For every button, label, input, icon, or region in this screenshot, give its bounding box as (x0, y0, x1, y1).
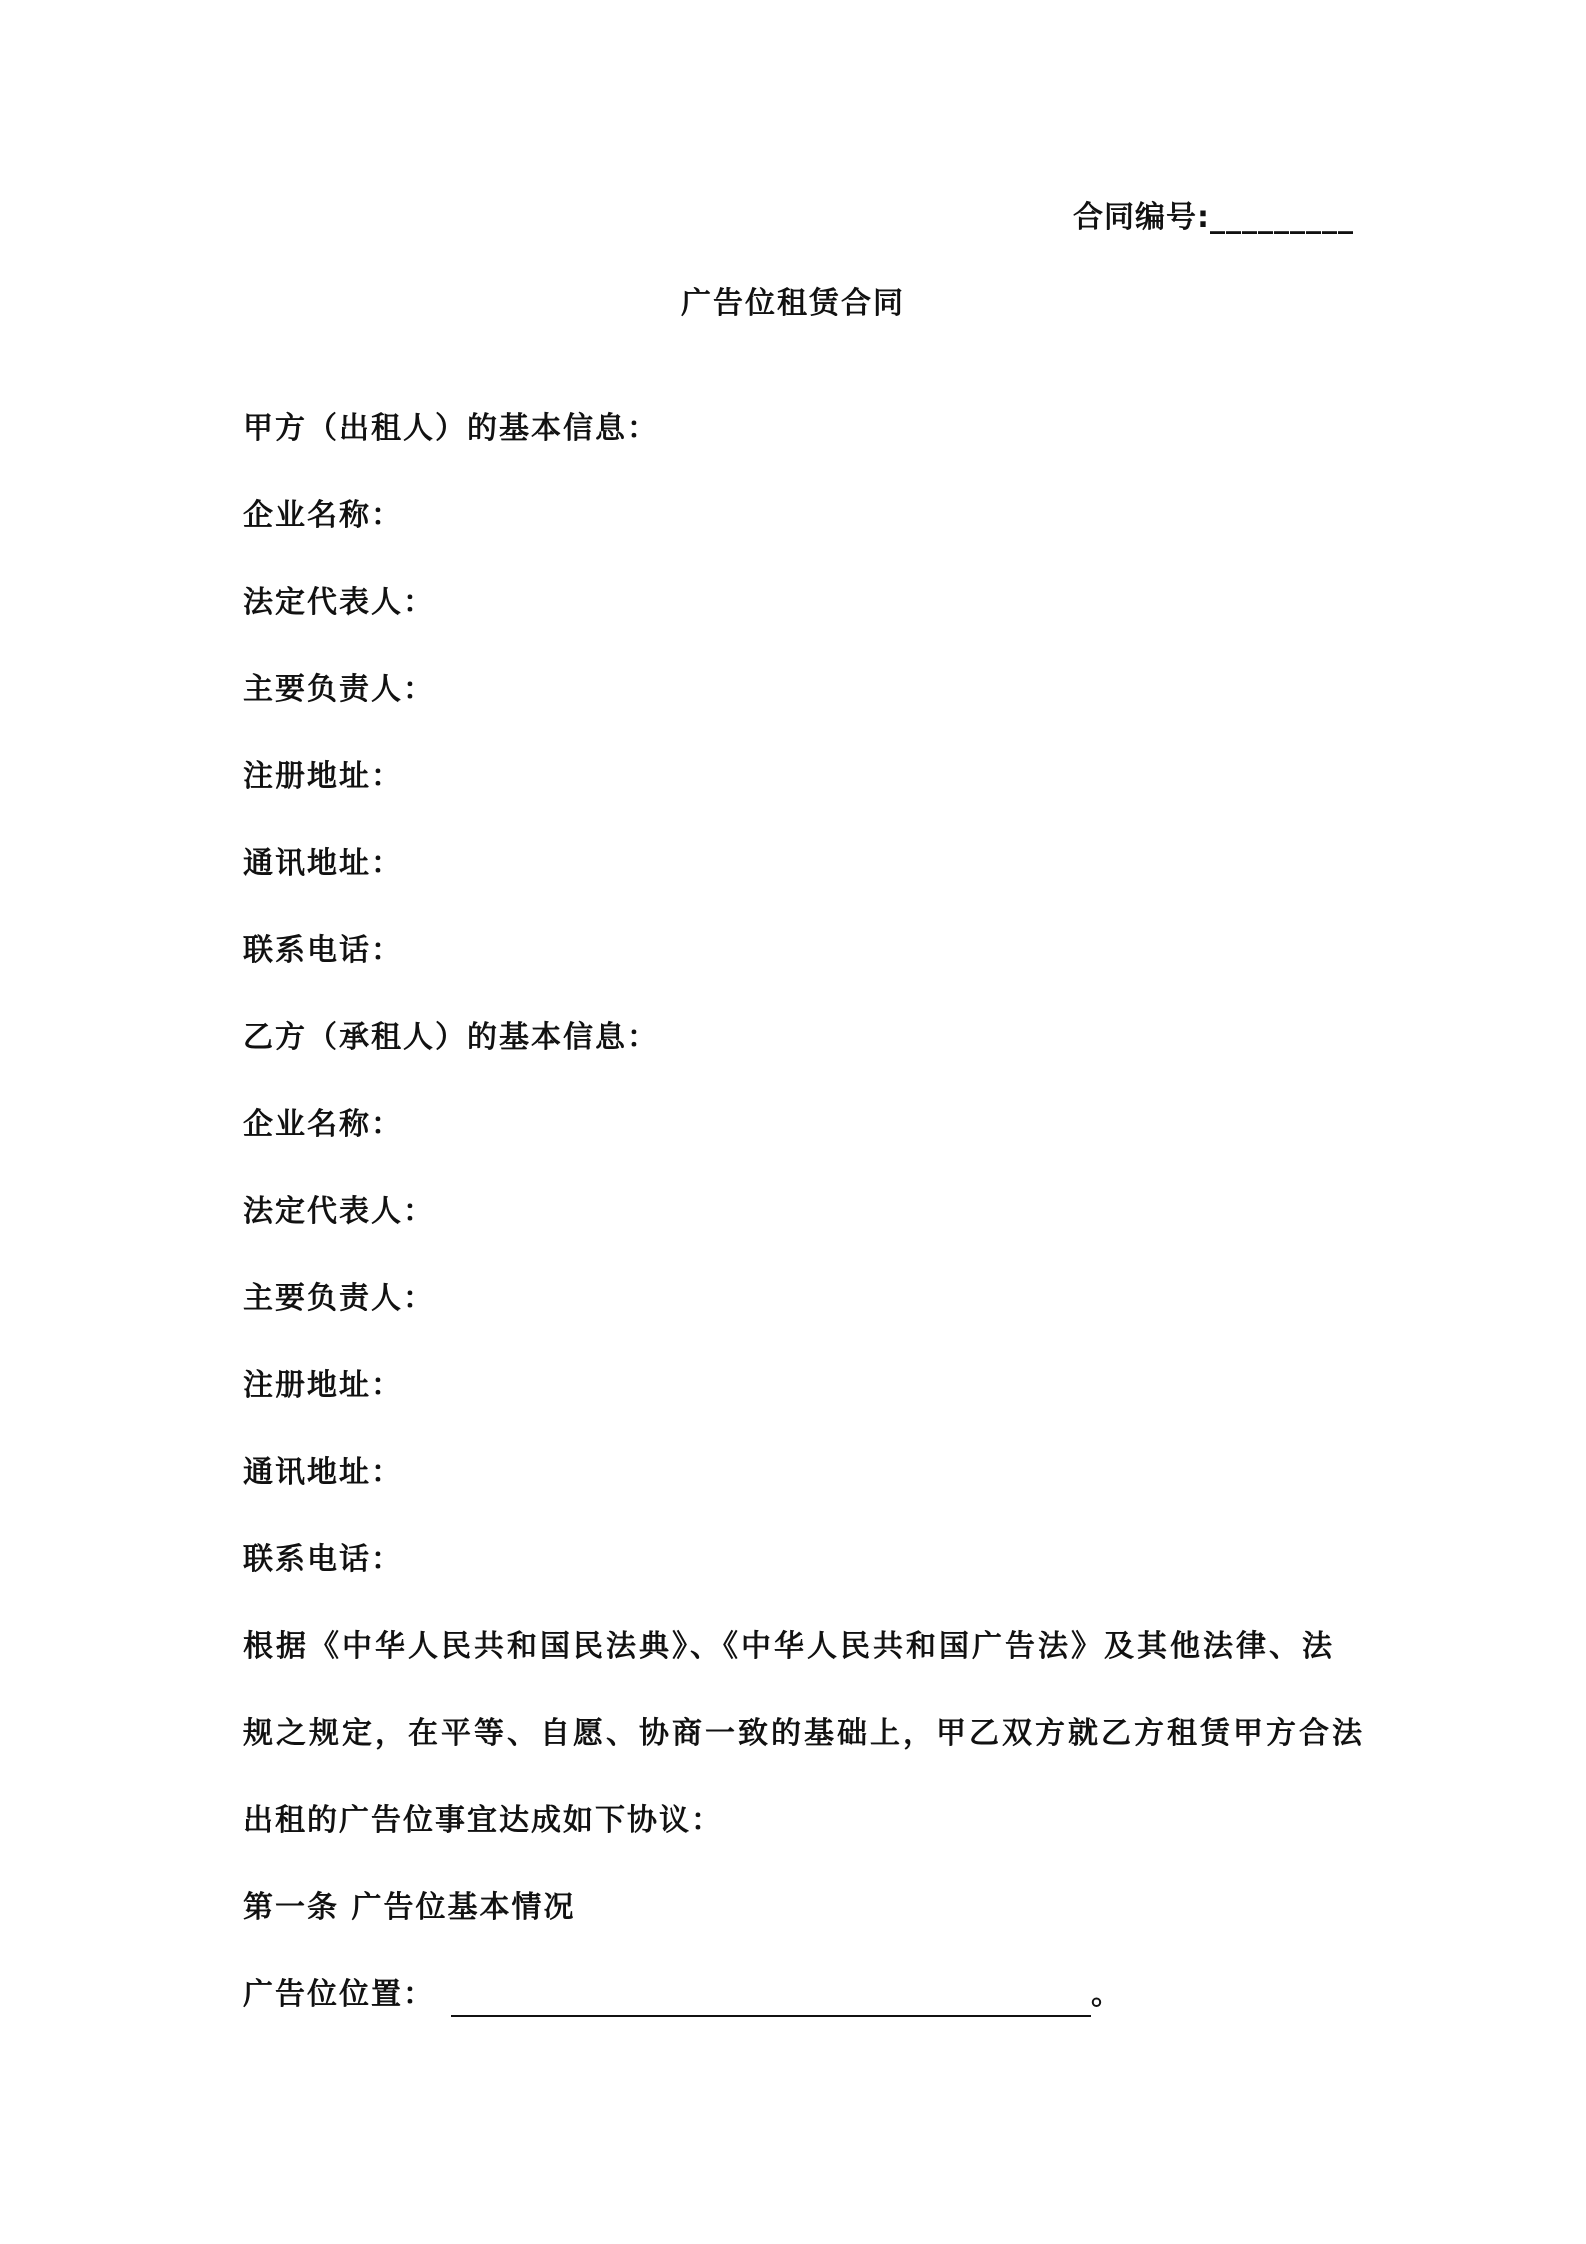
party-b-mail-address-label: 通讯地址： (243, 1455, 403, 1490)
preamble-line-3: 出租的广告位事宜达成如下协议： (243, 1803, 723, 1838)
party-a-company-label: 企业名称： (243, 498, 403, 533)
party-a-reg-address-label: 注册地址： (243, 759, 403, 794)
ad-location-label: 广告位位置： (243, 1977, 435, 2012)
document-title: 广告位租赁合同 (681, 286, 905, 321)
party-a-legal-rep-label: 法定代表人： (243, 585, 435, 620)
party-b-principal-label: 主要负责人： (243, 1281, 435, 1316)
party-b-phone-label: 联系电话： (243, 1542, 403, 1577)
ad-location-row (243, 1973, 1123, 2017)
contract-number: 合同编号:_________ (1073, 200, 1354, 235)
party-a-mail-address-label: 通讯地址： (243, 846, 403, 881)
ad-location-end: 。 (1091, 1977, 1123, 2012)
party-b-heading: 乙方（承租人）的基本信息： (243, 1020, 659, 1055)
party-b-reg-address-label: 注册地址： (243, 1368, 403, 1403)
preamble-line-1: 根据《中华人民共和国民法典》、《中华人民共和国广告法》及其他法律、法 (243, 1629, 1335, 1664)
party-b-company-label: 企业名称： (243, 1107, 403, 1142)
article-1-heading: 第一条 广告位基本情况 (243, 1890, 576, 1925)
party-b-legal-rep-label: 法定代表人： (243, 1194, 435, 1229)
ad-location-blank (451, 1979, 1091, 2017)
party-a-heading: 甲方（出租人）的基本信息： (243, 411, 659, 446)
party-a-principal-label: 主要负责人： (243, 672, 435, 707)
party-a-phone-label: 联系电话： (243, 933, 403, 968)
preamble-line-2: 规之规定，在平等、自愿、协商一致的基础上，甲乙双方就乙方租赁甲方合法 (243, 1716, 1365, 1751)
